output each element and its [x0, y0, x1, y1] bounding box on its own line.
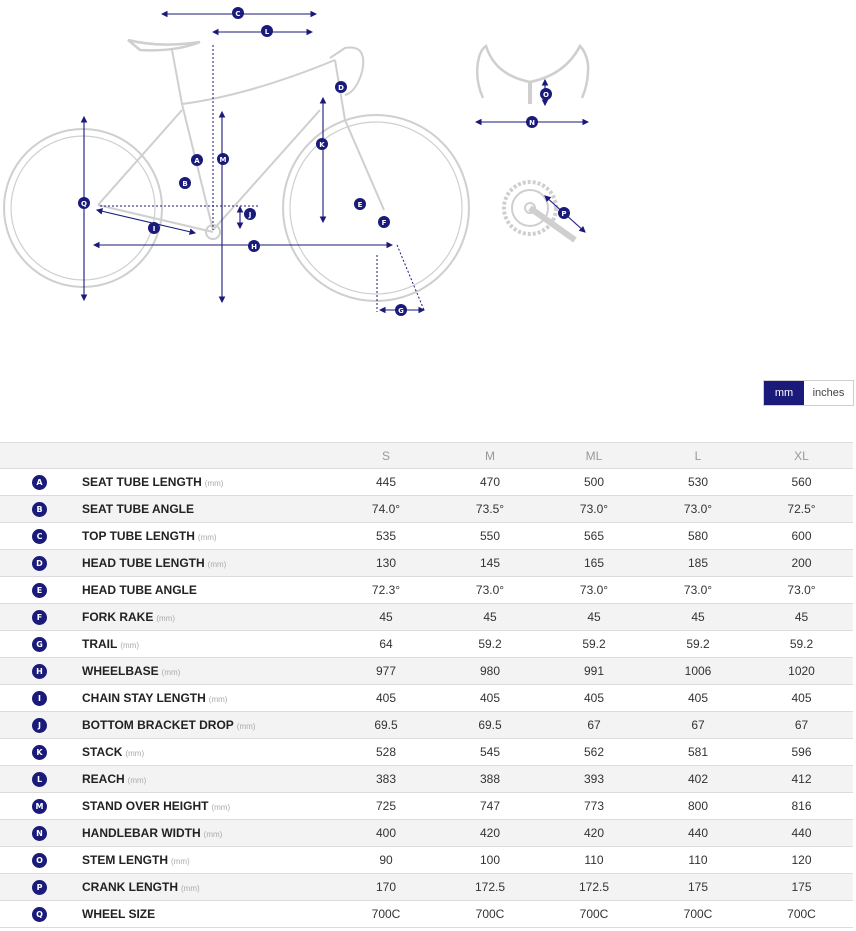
measurement-value: 562	[542, 739, 646, 766]
svg-text:E: E	[357, 201, 363, 209]
row-letter-cell	[0, 766, 82, 793]
measurement-value: 700C	[750, 901, 853, 928]
bike-frame-icon	[4, 40, 469, 301]
row-letter-cell	[0, 874, 82, 901]
letter-badge: F	[32, 610, 47, 625]
measurement-value: 73.5°	[438, 496, 542, 523]
measurement-value: 72.3°	[334, 577, 438, 604]
measurement-name: CHAIN STAY LENGTH	[82, 691, 206, 705]
row-letter-cell	[0, 820, 82, 847]
svg-text:C: C	[235, 10, 241, 18]
measurement-name: STACK	[82, 745, 123, 759]
row-letter-cell	[0, 793, 82, 820]
letter-badge: H	[32, 664, 47, 679]
measurement-value: 725	[334, 793, 438, 820]
measurement-value: 67	[542, 712, 646, 739]
measurement-label	[82, 766, 334, 793]
measurement-value: 45	[438, 604, 542, 631]
letter-badge: J	[32, 718, 47, 733]
table-row	[0, 685, 853, 712]
measurement-value: 175	[646, 874, 750, 901]
measurement-value: 800	[646, 793, 750, 820]
measurement-value: 45	[334, 604, 438, 631]
letter-badge: N	[32, 826, 47, 841]
measurement-value: 580	[646, 523, 750, 550]
measurement-label	[82, 847, 334, 874]
unit-inches-button[interactable]: inches	[804, 381, 853, 405]
measurement-value: 405	[334, 685, 438, 712]
measurement-label	[82, 604, 334, 631]
size-header: S	[334, 443, 438, 469]
measurement-value: 383	[334, 766, 438, 793]
row-letter-cell	[0, 901, 82, 928]
measurement-value: 1020	[750, 658, 853, 685]
measurement-value: 73.0°	[750, 577, 853, 604]
row-letter-cell	[0, 523, 82, 550]
svg-text:B: B	[182, 180, 188, 188]
measurement-name: REACH	[82, 772, 125, 786]
measurement-value: 145	[438, 550, 542, 577]
measurement-name: TOP TUBE LENGTH	[82, 529, 195, 543]
letter-badge: B	[32, 502, 47, 517]
measurement-value: 700C	[542, 901, 646, 928]
measurement-label	[82, 550, 334, 577]
measurement-value: 69.5	[334, 712, 438, 739]
bike-geometry-diagram	[0, 0, 600, 330]
row-letter-cell	[0, 631, 82, 658]
measurement-value: 90	[334, 847, 438, 874]
measurement-value: 440	[646, 820, 750, 847]
table-row	[0, 631, 853, 658]
measurement-label	[82, 820, 334, 847]
measurement-value: 165	[542, 550, 646, 577]
measurement-label	[82, 658, 334, 685]
measurement-label	[82, 739, 334, 766]
unit-mm-button[interactable]: mm	[764, 381, 804, 405]
measurement-value: 565	[542, 523, 646, 550]
measurement-value: 550	[438, 523, 542, 550]
measurement-value: 200	[750, 550, 853, 577]
measurement-value: 110	[542, 847, 646, 874]
table-row	[0, 766, 853, 793]
letter-badge: Q	[32, 907, 47, 922]
measurement-value: 172.5	[438, 874, 542, 901]
measurement-unit: (mm)	[203, 830, 223, 839]
measurement-value: 400	[334, 820, 438, 847]
table-row	[0, 550, 853, 577]
measurement-value: 1006	[646, 658, 750, 685]
size-header: L	[646, 443, 750, 469]
measurement-value: 581	[646, 739, 750, 766]
measurement-value: 816	[750, 793, 853, 820]
table-row	[0, 874, 853, 901]
measurement-value: 991	[542, 658, 646, 685]
measurement-unit: (mm)	[204, 479, 224, 488]
table-row	[0, 712, 853, 739]
measurement-name: SEAT TUBE LENGTH	[82, 475, 202, 489]
svg-text:D: D	[338, 84, 344, 92]
measurement-value: 59.2	[750, 631, 853, 658]
measurement-unit: (mm)	[208, 695, 228, 704]
svg-text:Q: Q	[81, 200, 87, 208]
letter-badge: A	[32, 475, 47, 490]
measurement-value: 64	[334, 631, 438, 658]
measurement-unit: (mm)	[127, 776, 147, 785]
measurement-name: STEM LENGTH	[82, 853, 168, 867]
measurement-value: 530	[646, 469, 750, 496]
row-letter-cell	[0, 739, 82, 766]
letter-badge: L	[32, 772, 47, 787]
row-letter-cell	[0, 496, 82, 523]
measurement-name: CRANK LENGTH	[82, 880, 178, 894]
svg-text:O: O	[543, 91, 549, 99]
svg-text:I: I	[152, 225, 156, 233]
unit-toggle	[763, 380, 854, 406]
size-header: M	[438, 443, 542, 469]
measurement-value: 405	[438, 685, 542, 712]
letter-badge: I	[32, 691, 47, 706]
svg-text:J: J	[248, 211, 252, 219]
measurement-value: 470	[438, 469, 542, 496]
row-letter-cell	[0, 577, 82, 604]
table-row	[0, 658, 853, 685]
measurement-value: 69.5	[438, 712, 542, 739]
measurement-value: 388	[438, 766, 542, 793]
measurement-name: BOTTOM BRACKET DROP	[82, 718, 234, 732]
measurement-name: WHEEL SIZE	[82, 907, 156, 921]
measurement-value: 405	[750, 685, 853, 712]
measurement-label	[82, 631, 334, 658]
handlebar-icon	[477, 46, 588, 104]
row-letter-cell	[0, 469, 82, 496]
svg-text:N: N	[529, 119, 535, 127]
row-letter-cell	[0, 847, 82, 874]
measurement-value: 420	[542, 820, 646, 847]
measurement-name: TRAIL	[82, 637, 118, 651]
letter-badge: D	[32, 556, 47, 571]
measurement-unit: (mm)	[120, 641, 139, 650]
measurement-value: 560	[750, 469, 853, 496]
measurement-value: 73.0°	[646, 496, 750, 523]
measurement-name: SEAT TUBE ANGLE	[82, 502, 195, 516]
measurement-value: 100	[438, 847, 542, 874]
measurement-value: 980	[438, 658, 542, 685]
measurement-value: 45	[750, 604, 853, 631]
measurement-unit: (mm)	[236, 722, 256, 731]
measurement-label	[82, 874, 334, 901]
row-letter-cell	[0, 712, 82, 739]
table-row	[0, 469, 853, 496]
measurement-unit: (mm)	[211, 803, 231, 812]
measurement-value: 405	[646, 685, 750, 712]
svg-text:H: H	[251, 243, 257, 251]
measurement-unit: (mm)	[125, 749, 145, 758]
measurement-value: 120	[750, 847, 853, 874]
svg-text:F: F	[381, 219, 387, 227]
measurement-unit: (mm)	[161, 668, 181, 677]
table-row	[0, 604, 853, 631]
measurement-value: 170	[334, 874, 438, 901]
measurement-value: 72.5°	[750, 496, 853, 523]
row-letter-cell	[0, 685, 82, 712]
svg-text:L: L	[264, 28, 270, 36]
svg-text:A: A	[194, 157, 200, 165]
measurement-value: 59.2	[646, 631, 750, 658]
letter-badge: K	[32, 745, 47, 760]
measurement-name: HEAD TUBE LENGTH	[82, 556, 205, 570]
measurement-unit: (mm)	[207, 560, 227, 569]
table-row	[0, 577, 853, 604]
measurement-value: 59.2	[438, 631, 542, 658]
header-empty	[82, 443, 334, 469]
measurement-value: 59.2	[542, 631, 646, 658]
measurement-value: 700C	[646, 901, 750, 928]
measurement-value: 45	[646, 604, 750, 631]
measurement-label	[82, 496, 334, 523]
measurement-value: 420	[438, 820, 542, 847]
svg-text:P: P	[561, 210, 567, 218]
table-header-row	[0, 443, 853, 469]
measurement-label	[82, 712, 334, 739]
measurement-label	[82, 901, 334, 928]
measurement-value: 528	[334, 739, 438, 766]
measurement-value: 440	[750, 820, 853, 847]
measurement-name: STAND OVER HEIGHT	[82, 799, 209, 813]
measurement-label	[82, 469, 334, 496]
measurement-value: 73.0°	[646, 577, 750, 604]
measurement-label	[82, 685, 334, 712]
measurement-value: 393	[542, 766, 646, 793]
row-letter-cell	[0, 658, 82, 685]
measurement-unit: (mm)	[181, 884, 200, 893]
measurement-label	[82, 523, 334, 550]
table-row	[0, 523, 853, 550]
measurement-value: 67	[646, 712, 750, 739]
table-row	[0, 496, 853, 523]
letter-badge: G	[32, 637, 47, 652]
measurement-value: 773	[542, 793, 646, 820]
measurement-value: 185	[646, 550, 750, 577]
table-row	[0, 901, 853, 928]
measurement-name: FORK RAKE	[82, 610, 154, 624]
measurement-label	[82, 793, 334, 820]
svg-text:K: K	[319, 141, 325, 149]
measurement-value: 74.0°	[334, 496, 438, 523]
letter-badge: M	[32, 799, 47, 814]
geometry-table	[0, 442, 853, 928]
table-row	[0, 847, 853, 874]
measurement-value: 402	[646, 766, 750, 793]
svg-text:G: G	[398, 307, 404, 315]
measurement-value: 130	[334, 550, 438, 577]
header-empty	[0, 443, 82, 469]
measurement-unit: (mm)	[156, 614, 175, 623]
row-letter-cell	[0, 550, 82, 577]
measurement-value: 405	[542, 685, 646, 712]
measurement-value: 175	[750, 874, 853, 901]
row-letter-cell	[0, 604, 82, 631]
table-row	[0, 820, 853, 847]
measurement-value: 412	[750, 766, 853, 793]
measurement-name: WHEELBASE	[82, 664, 159, 678]
measurement-value: 110	[646, 847, 750, 874]
measurement-value: 45	[542, 604, 646, 631]
measurement-value: 535	[334, 523, 438, 550]
svg-text:M: M	[219, 156, 227, 164]
table-row	[0, 793, 853, 820]
measurement-value: 545	[438, 739, 542, 766]
letter-badge: E	[32, 583, 47, 598]
measurement-label	[82, 577, 334, 604]
measurement-unit: (mm)	[171, 857, 190, 866]
measurement-name: HANDLEBAR WIDTH	[82, 826, 201, 840]
measurement-value: 700C	[334, 901, 438, 928]
letter-badge: P	[32, 880, 47, 895]
measurement-value: 73.0°	[542, 496, 646, 523]
measurement-value: 67	[750, 712, 853, 739]
size-header: ML	[542, 443, 646, 469]
measurement-value: 600	[750, 523, 853, 550]
measurement-value: 700C	[438, 901, 542, 928]
measurement-value: 596	[750, 739, 853, 766]
table-row	[0, 739, 853, 766]
letter-badge: O	[32, 853, 47, 868]
letter-badge: C	[32, 529, 47, 544]
measurement-value: 73.0°	[542, 577, 646, 604]
measurement-value: 747	[438, 793, 542, 820]
measurement-value: 172.5	[542, 874, 646, 901]
measurement-value: 73.0°	[438, 577, 542, 604]
measurement-name: HEAD TUBE ANGLE	[82, 583, 197, 597]
measurement-value: 500	[542, 469, 646, 496]
measurement-unit: (mm)	[197, 533, 217, 542]
measurement-value: 445	[334, 469, 438, 496]
size-header: XL	[750, 443, 853, 469]
measurement-value: 977	[334, 658, 438, 685]
